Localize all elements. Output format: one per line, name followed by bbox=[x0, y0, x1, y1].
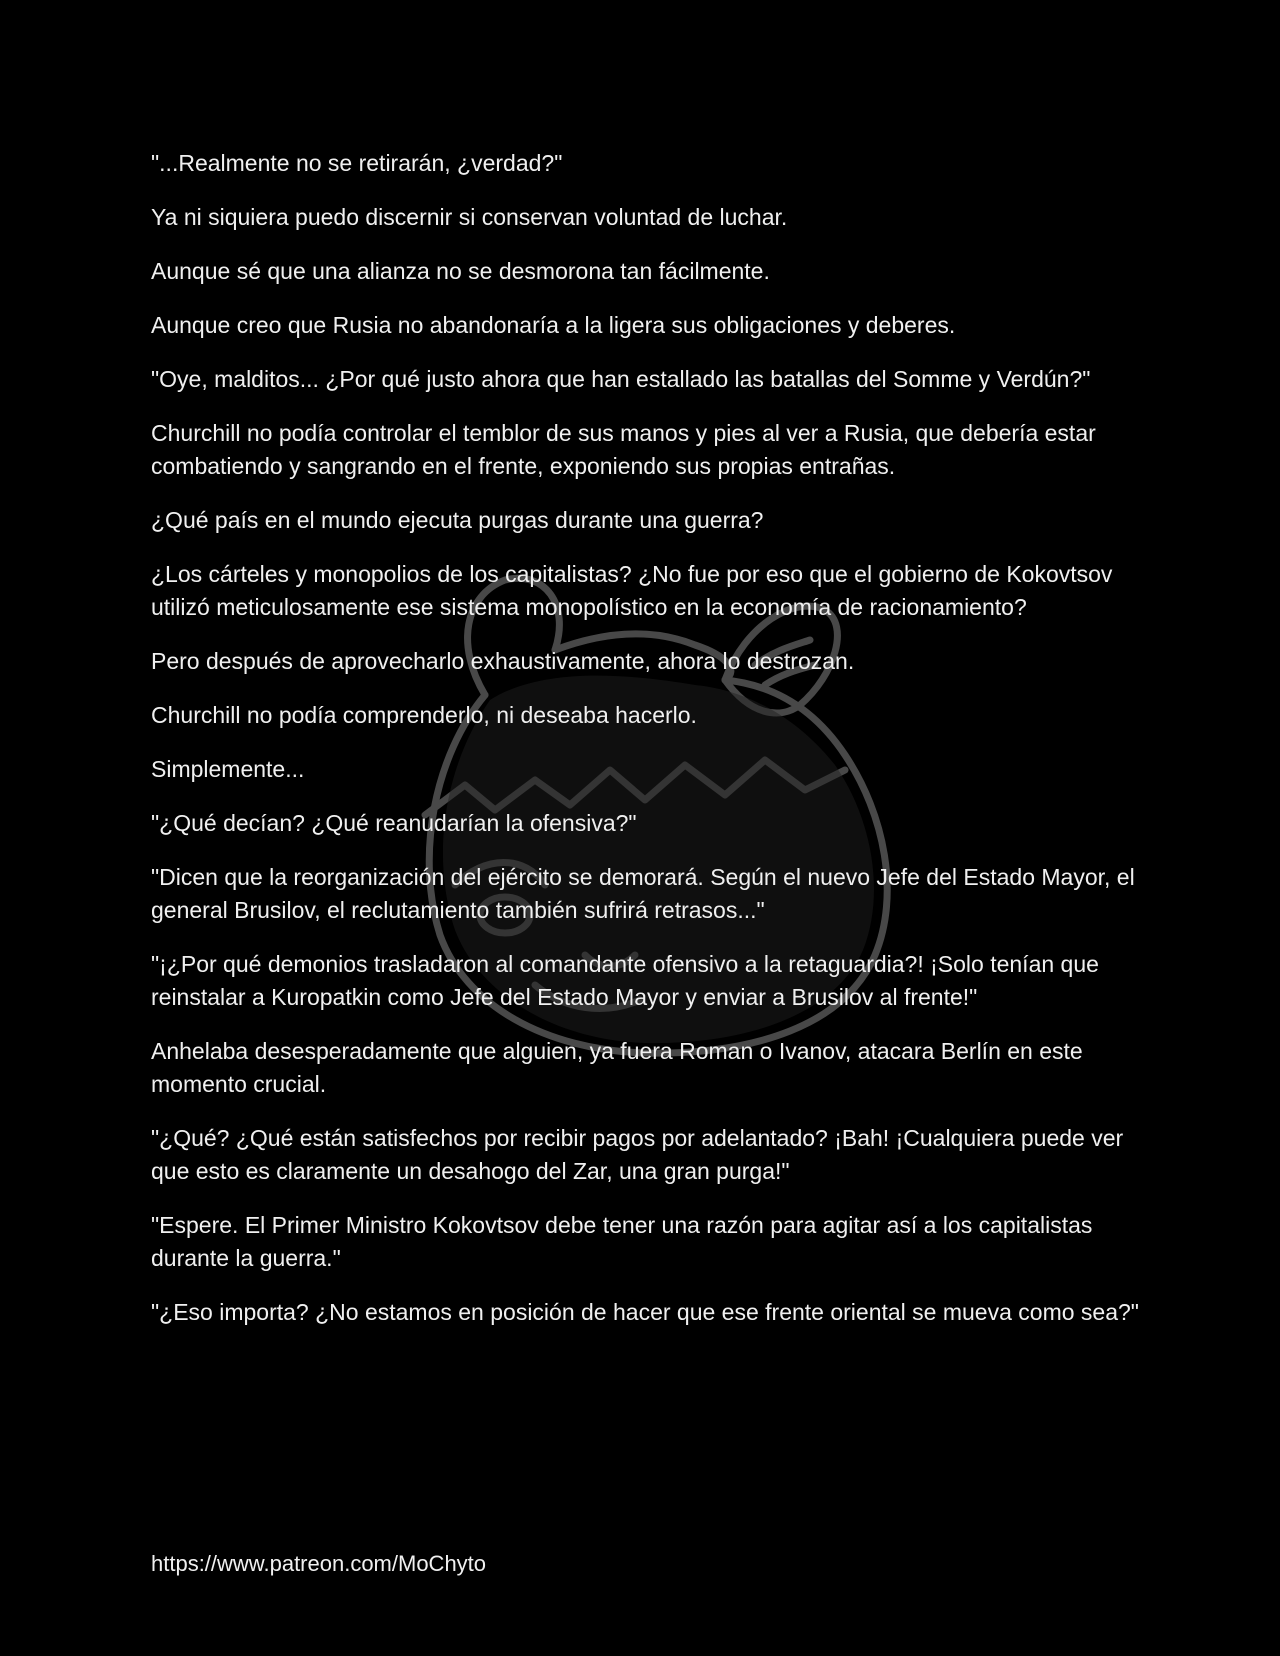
paragraph: Churchill no podía comprenderlo, ni deseaba hacerlo. bbox=[151, 702, 697, 728]
paragraph: "Dicen que la reorganización del ejército se demorará. Según el nuevo Jefe del Estado Mayor, el general Brusilov, el reclutamiento también sufrirá retrasos..." bbox=[151, 864, 1135, 923]
paragraph: "...Realmente no se retirarán, ¿verdad?" bbox=[151, 150, 563, 176]
patreon-link[interactable]: https://www.patreon.com/MoChyto bbox=[151, 1551, 487, 1576]
paragraph: "¿Qué decían? ¿Qué reanudarían la ofensiva?" bbox=[151, 810, 637, 836]
paragraph: Aunque sé que una alianza no se desmorona tan fácilmente. bbox=[151, 258, 770, 284]
paragraph: Simplemente... bbox=[151, 756, 305, 782]
paragraph: ¿Los cárteles y monopolios de los capitalistas? ¿No fue por eso que el gobierno de Kokovtsov utilizó meticulosamente ese sistema monopolístico en la economía de racionamiento? bbox=[151, 561, 1113, 620]
paragraph: ¿Qué país en el mundo ejecuta purgas durante una guerra? bbox=[151, 507, 764, 533]
paragraph: "¡¿Por qué demonios trasladaron al comandante ofensivo a la retaguardia?! ¡Solo tenían que reinstalar a Kuropatkin como Jefe del Estado Mayor y enviar a Brusilov al frente!" bbox=[151, 951, 1099, 1010]
paragraph: Anhelaba desesperadamente que alguien, ya fuera Roman o Ivanov, atacara Berlín en este momento crucial. bbox=[151, 1038, 1083, 1097]
paragraph: Churchill no podía controlar el temblor de sus manos y pies al ver a Rusia, que debería estar combatiendo y sangrando en el frente, exponiendo sus propias entrañas. bbox=[151, 420, 1096, 479]
paragraph: "Oye, malditos... ¿Por qué justo ahora que han estallado las batallas del Somme y Verdún?" bbox=[151, 366, 1091, 392]
paragraph: "¿Qué? ¿Qué están satisfechos por recibir pagos por adelantado? ¡Bah! ¡Cualquiera puede ver que esto es claramente un desahogo del Zar, una gran purga!" bbox=[151, 1125, 1124, 1184]
paragraph: Aunque creo que Rusia no abandonaría a la ligera sus obligaciones y deberes. bbox=[151, 312, 956, 338]
paragraph: "Espere. El Primer Ministro Kokovtsov debe tener una razón para agitar así a los capitalistas durante la guerra." bbox=[151, 1212, 1093, 1271]
chapter-text bbox=[151, 147, 1141, 1350]
paragraph: Pero después de aprovecharlo exhaustivamente, ahora lo destrozan. bbox=[151, 648, 855, 674]
paragraph: "¿Eso importa? ¿No estamos en posición de hacer que ese frente oriental se mueva como sea?" bbox=[151, 1299, 1139, 1325]
paragraph: Ya ni siquiera puedo discernir si conservan voluntad de luchar. bbox=[151, 204, 788, 230]
